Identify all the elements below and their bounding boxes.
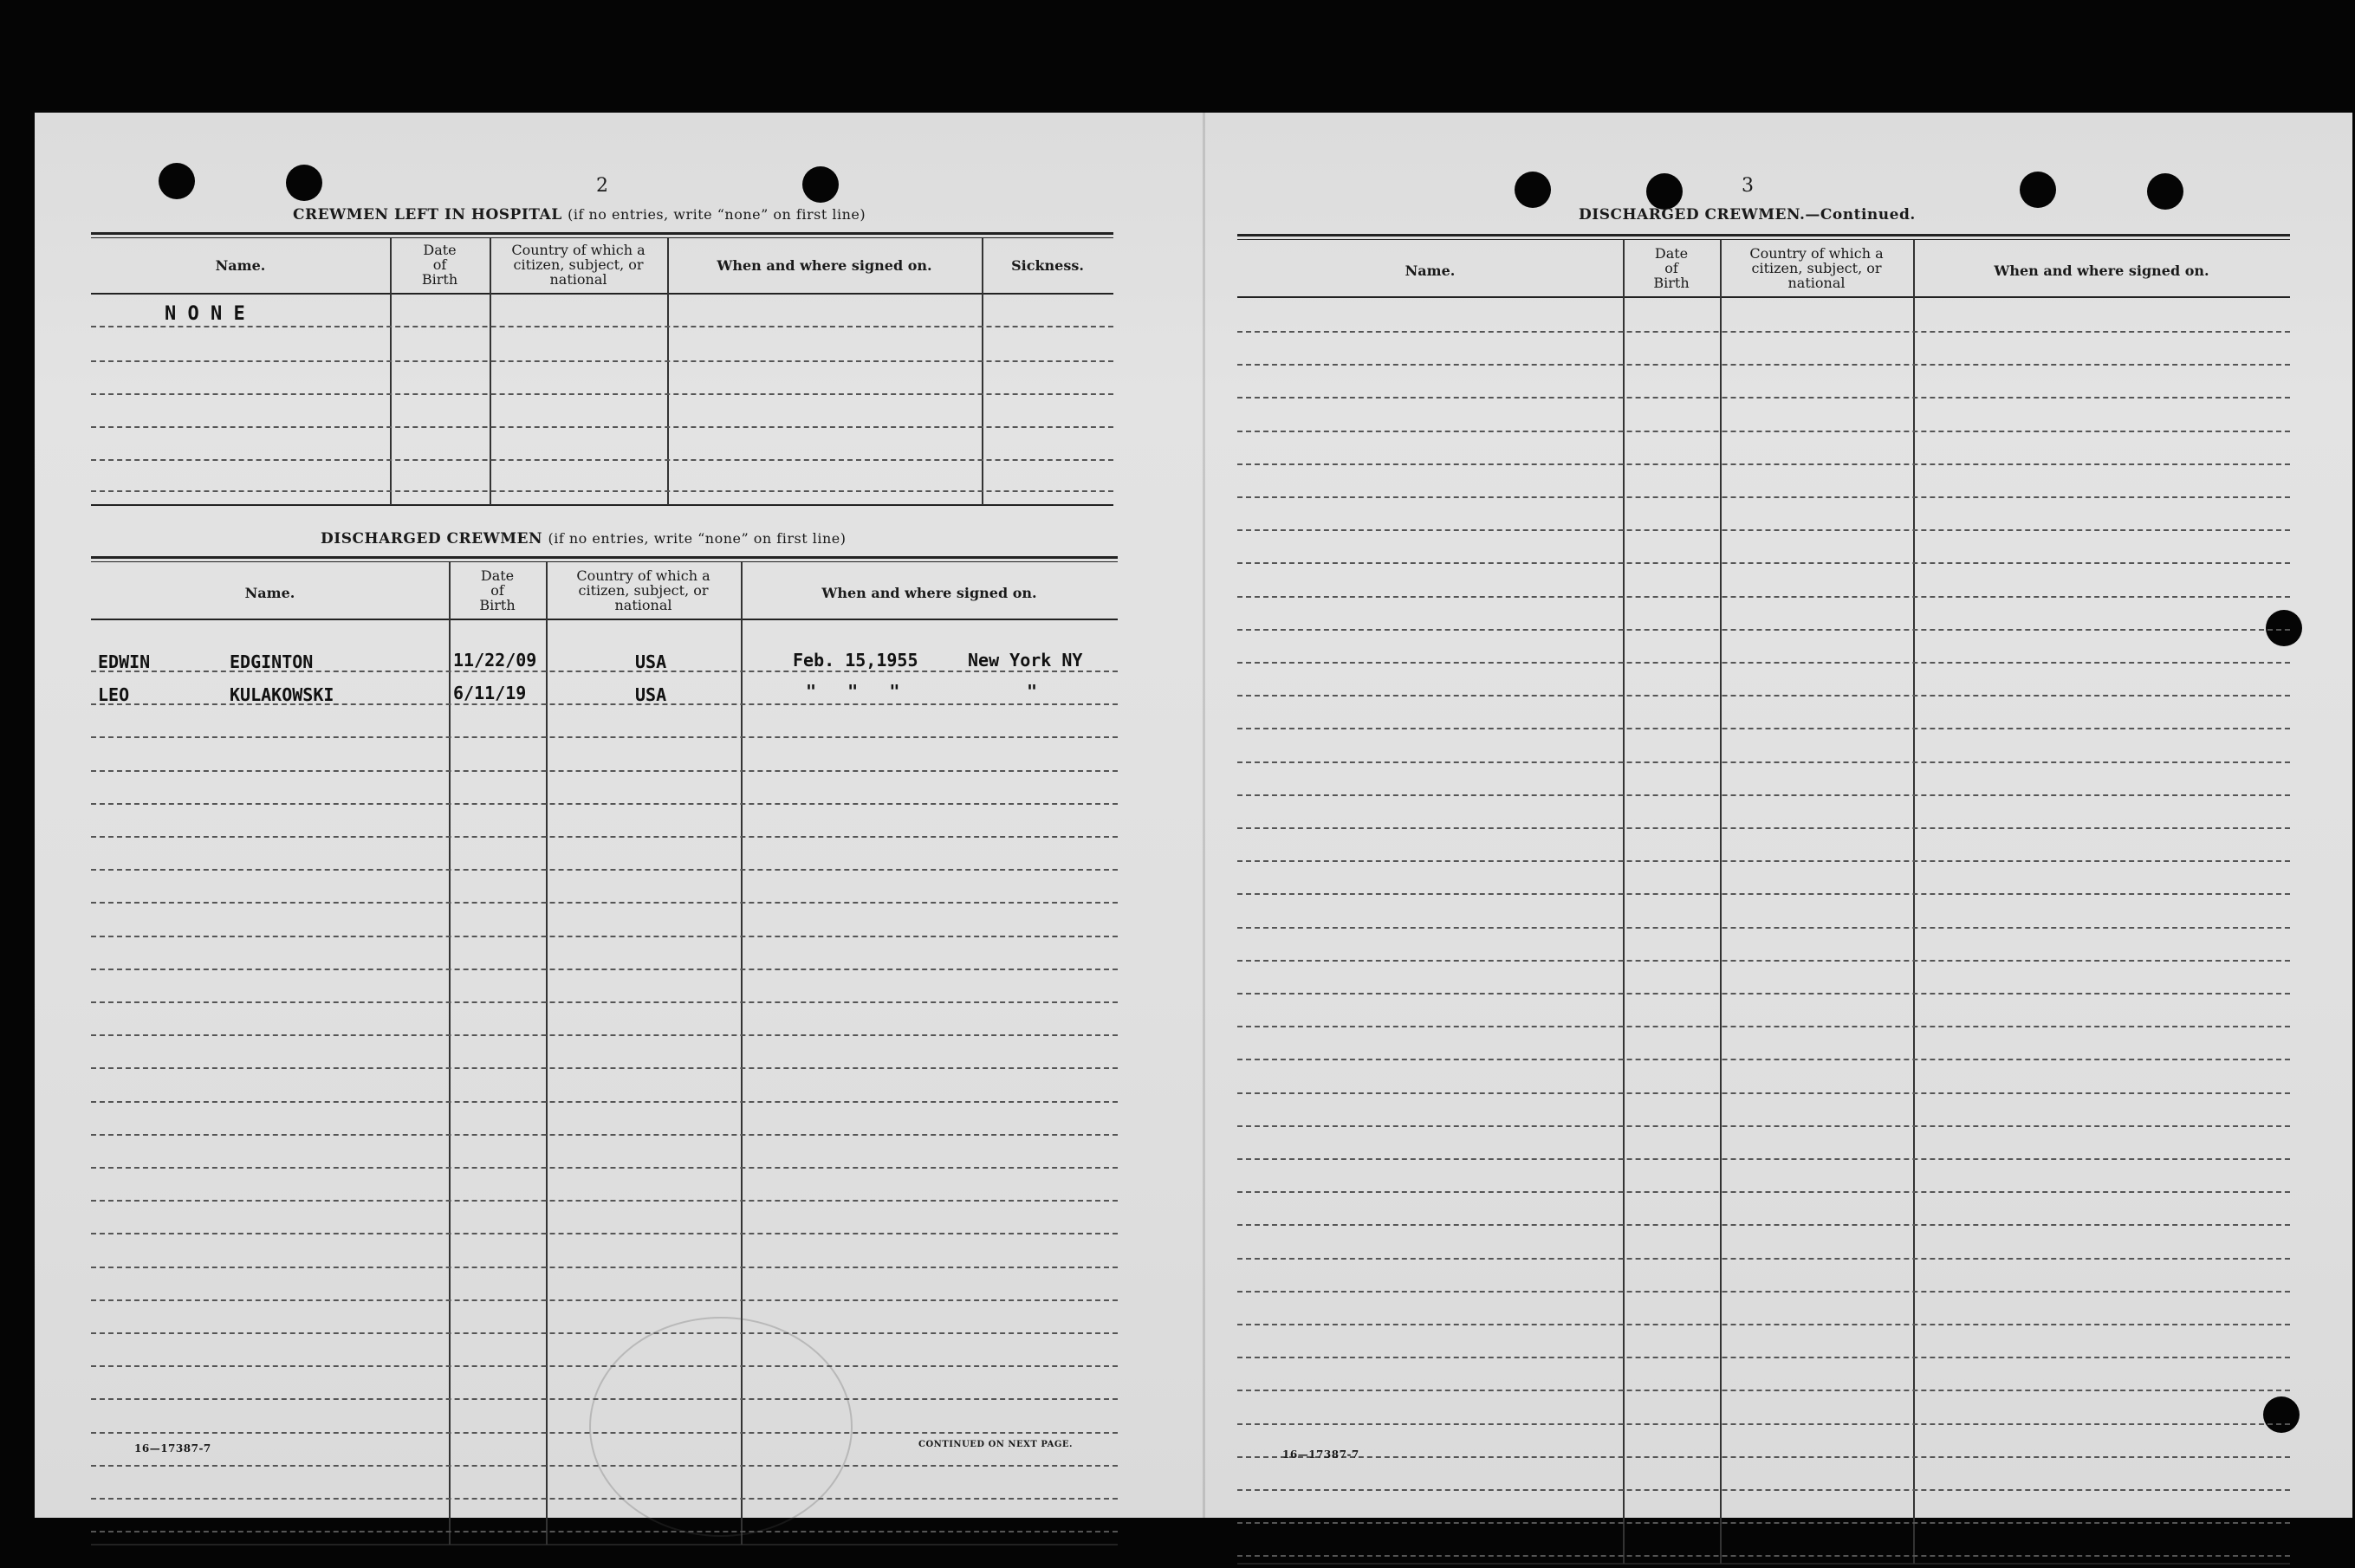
punch-hole bbox=[159, 163, 195, 199]
ruled-line bbox=[1237, 695, 2290, 697]
ruled-line bbox=[1237, 1092, 2290, 1094]
right-title-text: DISCHARGED CREWMEN. bbox=[1579, 206, 1806, 224]
ruled-line bbox=[1237, 827, 2290, 829]
ruled-line bbox=[91, 1167, 1118, 1169]
right-title-suffix: —Continued. bbox=[1805, 206, 1916, 224]
ruled-line bbox=[1237, 860, 2290, 862]
ruled-line bbox=[91, 1267, 1118, 1268]
ruled-line bbox=[1237, 1125, 2290, 1127]
faded-stamp bbox=[589, 1317, 853, 1537]
punch-hole bbox=[1646, 173, 1683, 210]
ruled-line bbox=[1237, 1059, 2290, 1060]
row-signed-place: New York NY bbox=[968, 650, 1083, 671]
row-country: USA bbox=[635, 684, 667, 705]
ruled-line bbox=[1237, 596, 2290, 598]
ruled-line bbox=[1237, 1489, 2290, 1491]
discharged-section-title bbox=[321, 530, 846, 548]
ruled-line bbox=[91, 770, 1118, 772]
ruled-line bbox=[1237, 960, 2290, 962]
row-dob: 6/11/19 bbox=[453, 683, 527, 703]
ruled-line bbox=[1237, 331, 2290, 333]
ruled-line bbox=[1237, 761, 2290, 763]
ruled-line bbox=[91, 1200, 1118, 1202]
ruled-line bbox=[91, 1067, 1118, 1069]
ruled-line bbox=[1237, 1258, 2290, 1260]
ruled-line bbox=[1237, 662, 2290, 664]
ruled-line bbox=[91, 1101, 1118, 1103]
ruled-line bbox=[1237, 893, 2290, 895]
row-last-name: KULAKOWSKI bbox=[230, 684, 334, 705]
row-first-name: LEO bbox=[98, 684, 130, 705]
hospital-entry-none: N O N E bbox=[165, 303, 245, 325]
ruled-line bbox=[1237, 431, 2290, 432]
ruled-line bbox=[1237, 397, 2290, 398]
ruled-line bbox=[1237, 1158, 2290, 1160]
continued-header-name: Name. bbox=[1405, 262, 1456, 279]
continued-header-signed: When and where signed on. bbox=[1994, 262, 2209, 279]
ruled-line bbox=[91, 803, 1118, 805]
ruled-line bbox=[91, 936, 1118, 937]
ruled-line bbox=[1237, 1224, 2290, 1226]
discharged-header-country: Country of which a citizen, subject, or national bbox=[576, 567, 710, 613]
document-sheet bbox=[35, 113, 2352, 1518]
discharged-header-dob: Date of Birth bbox=[479, 567, 516, 613]
ruled-line bbox=[1237, 562, 2290, 564]
row-signed-date: Feb. 15,1955 bbox=[793, 650, 918, 671]
punch-hole bbox=[802, 166, 839, 203]
ruled-line bbox=[1237, 1026, 2290, 1027]
ruled-line bbox=[1237, 1390, 2290, 1391]
ruled-line bbox=[1237, 728, 2290, 729]
hospital-header-name: Name. bbox=[215, 257, 266, 274]
ruled-line bbox=[1237, 1522, 2290, 1524]
ruled-line bbox=[1237, 496, 2290, 498]
ruled-line bbox=[91, 1001, 1118, 1003]
ruled-line bbox=[91, 836, 1118, 838]
ruled-line bbox=[91, 1233, 1118, 1234]
ruled-line bbox=[91, 1034, 1118, 1036]
row-signed-place: " bbox=[1027, 681, 1038, 702]
row-first-name: EDWIN bbox=[98, 651, 151, 672]
ruled-line bbox=[1237, 1423, 2290, 1425]
ruled-line bbox=[1237, 993, 2290, 995]
hospital-title-note: (if no entries, write “none” on first line) bbox=[568, 206, 866, 223]
ruled-line bbox=[91, 1365, 1118, 1367]
discharged-title-note: (if no entries, write “none” on first line) bbox=[548, 530, 847, 547]
continued-header-dob: Date of Birth bbox=[1653, 245, 1690, 291]
page-number-right: 3 bbox=[1742, 175, 1754, 197]
ruled-line bbox=[1237, 1291, 2290, 1293]
discharged-header-signed: When and where signed on. bbox=[821, 585, 1037, 601]
ruled-line bbox=[91, 1498, 1118, 1500]
ruled-line bbox=[91, 869, 1118, 871]
ruled-line bbox=[1237, 529, 2290, 531]
ruled-line bbox=[91, 969, 1118, 970]
ruled-line bbox=[1237, 1357, 2290, 1358]
ruled-line bbox=[1237, 629, 2290, 631]
ruled-line bbox=[91, 1299, 1118, 1301]
ruled-line bbox=[91, 902, 1118, 904]
punch-hole bbox=[286, 165, 322, 201]
form-number-left: 16—17387-7 bbox=[134, 1442, 211, 1455]
right-section-title bbox=[1579, 206, 1916, 224]
page-fold bbox=[1203, 113, 1205, 1518]
hospital-header-sickness: Sickness. bbox=[1011, 257, 1084, 274]
hospital-header-dob: Date of Birth bbox=[421, 242, 458, 288]
ruled-line bbox=[91, 736, 1118, 738]
ruled-line bbox=[91, 1531, 1118, 1532]
ruled-line bbox=[91, 1332, 1118, 1334]
ruled-line bbox=[1237, 463, 2290, 465]
ruled-line bbox=[1237, 1191, 2290, 1193]
punch-hole bbox=[2147, 173, 2183, 210]
ruled-line bbox=[1237, 1324, 2290, 1325]
ruled-line bbox=[1237, 927, 2290, 929]
hospital-header-signed: When and where signed on. bbox=[717, 257, 932, 274]
discharged-header-name: Name. bbox=[244, 585, 295, 601]
hospital-table bbox=[91, 232, 1113, 509]
ruled-line bbox=[1237, 794, 2290, 796]
row-dob: 11/22/09 bbox=[453, 650, 537, 671]
continued-header-country: Country of which a citizen, subject, or national bbox=[1749, 245, 1884, 291]
ruled-line bbox=[1237, 364, 2290, 366]
row-signed-date: " " " bbox=[806, 681, 900, 702]
hospital-header-country: Country of which a citizen, subject, or national bbox=[511, 242, 646, 288]
form-number-right: 16—17387-7 bbox=[1282, 1448, 1359, 1461]
punch-hole bbox=[2020, 172, 2056, 208]
hospital-title-text: CREWMEN LEFT IN HOSPITAL bbox=[293, 206, 562, 224]
punch-hole bbox=[1515, 172, 1551, 208]
row-country: USA bbox=[635, 651, 667, 672]
page-number-left: 2 bbox=[596, 175, 608, 197]
discharged-continued-table bbox=[1237, 234, 2290, 1568]
discharged-title-text: DISCHARGED CREWMEN bbox=[321, 530, 543, 548]
ruled-line bbox=[91, 1134, 1118, 1136]
hospital-section-title bbox=[293, 206, 866, 224]
ruled-line bbox=[1237, 1456, 2290, 1458]
row-last-name: EDGINTON bbox=[230, 651, 314, 672]
continued-note: CONTINUED ON NEXT PAGE. bbox=[918, 1440, 1074, 1449]
